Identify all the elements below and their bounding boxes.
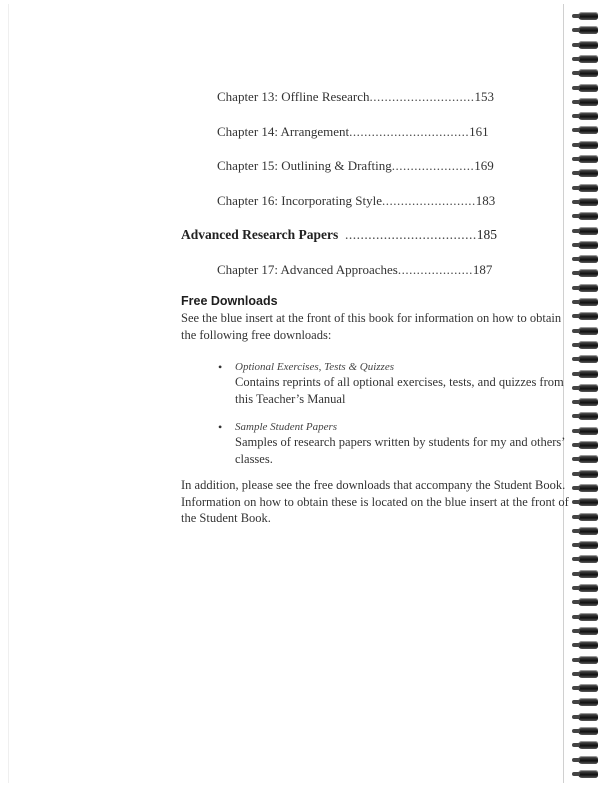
free-downloads-heading: Free Downloads (181, 294, 278, 308)
spiral-coil (578, 770, 598, 778)
toc-title: Chapter 14: Arrangement (217, 124, 350, 139)
toc-section-advanced-research-papers (181, 227, 497, 243)
spiral-coil (578, 169, 598, 177)
spiral-coil (578, 555, 598, 563)
desc-line: this Teacher’s Manual (235, 391, 346, 406)
toc-leader: ...................... (391, 158, 475, 173)
spiral-coil (578, 455, 598, 463)
spiral-coil (578, 298, 598, 306)
spiral-coil (578, 527, 598, 535)
intro-line: See the blue insert at the front of this book for information on how to obtain (181, 311, 562, 325)
bullet-icon: • (218, 360, 223, 374)
download-item-title: Optional Exercises, Tests & Quizzes (235, 361, 394, 373)
spiral-coil (578, 584, 598, 592)
spiral-coil (578, 756, 598, 764)
spiral-coil (578, 26, 598, 34)
spiral-coil (578, 141, 598, 149)
spiral-coil (578, 684, 598, 692)
toc-entry-chapter-17 (217, 262, 492, 278)
spiral-coil (578, 598, 598, 606)
desc-line: Samples of research papers written by students for my and others’ (235, 435, 566, 449)
toc-entry-chapter-13 (217, 89, 494, 105)
spiral-coil (578, 698, 598, 706)
download-item-title: Sample Student Papers (235, 421, 338, 433)
closing-line: Information on how to obtain these is located on the blue insert at the front of (181, 494, 569, 509)
spiral-coil (578, 627, 598, 635)
spiral-coil (578, 55, 598, 63)
toc-page: 185 (476, 227, 497, 242)
spiral-coil (578, 269, 598, 277)
spiral-coil (578, 341, 598, 349)
spiral-coil (578, 126, 598, 134)
spiral-coil (578, 727, 598, 735)
desc-line: classes. (235, 451, 273, 466)
spiral-coil (578, 241, 598, 249)
download-item-description (235, 374, 564, 407)
free-downloads-intro (181, 310, 561, 343)
download-item-description (235, 434, 565, 467)
toc-title: Chapter 15: Outlining & Drafting (217, 158, 392, 173)
spiral-coil (578, 613, 598, 621)
toc-page: 153 (474, 89, 494, 104)
spiral-coil (578, 713, 598, 721)
spiral-coil (578, 355, 598, 363)
toc-leader: .................... (397, 262, 473, 277)
spiral-coil (578, 98, 598, 106)
spiral-coil (578, 427, 598, 435)
spiral-coil (578, 112, 598, 120)
toc-page: 161 (469, 124, 489, 139)
toc-leader: ......................... (382, 193, 476, 208)
toc-title: Chapter 17: Advanced Approaches (217, 262, 398, 277)
desc-line: Contains reprints of all optional exercises, tests, and quizzes from (235, 375, 564, 389)
spiral-coil (578, 184, 598, 192)
toc-title: Chapter 13: Offline Research (217, 89, 370, 104)
intro-line: the following free downloads: (181, 327, 332, 342)
spiral-coil (578, 441, 598, 449)
spiral-coil (578, 412, 598, 420)
spiral-coil (578, 12, 598, 20)
spiral-coil (578, 370, 598, 378)
toc-leader: .................................. (344, 227, 477, 242)
spiral-coil (578, 570, 598, 578)
spiral-coil (578, 641, 598, 649)
closing-paragraph (181, 477, 569, 527)
toc-leader: ................................ (349, 124, 470, 139)
spiral-coil (578, 255, 598, 263)
closing-line: In addition, please see the free downloads that accompany the Student Book. (181, 478, 566, 492)
bullet-icon: • (218, 420, 223, 434)
toc-page: 183 (475, 193, 496, 208)
spiral-coil (578, 384, 598, 392)
spiral-coil (578, 670, 598, 678)
spiral-coil (578, 656, 598, 664)
spiral-coil (578, 498, 598, 506)
spiral-coil (578, 513, 598, 521)
toc-title: Chapter 16: Incorporating Style (217, 193, 382, 208)
spiral-coil (578, 41, 598, 49)
toc-leader: ............................ (369, 89, 475, 104)
toc-entry-chapter-15 (217, 158, 494, 174)
spiral-coil (578, 327, 598, 335)
spiral-coil (578, 284, 598, 292)
spiral-coil (578, 227, 598, 235)
toc-entry-chapter-16 (217, 193, 495, 209)
section-title: Advanced Research Papers (181, 227, 339, 242)
closing-line: the Student Book. (181, 511, 271, 525)
spiral-coil (578, 312, 598, 320)
spiral-coil (578, 541, 598, 549)
spiral-binding (574, 0, 600, 787)
spiral-coil (578, 741, 598, 749)
toc-page: 187 (472, 262, 493, 277)
spiral-coil (578, 484, 598, 492)
toc-page: 169 (474, 158, 494, 173)
spiral-coil (578, 470, 598, 478)
spiral-coil (578, 69, 598, 77)
toc-entry-chapter-14 (217, 124, 489, 140)
spiral-coil (578, 155, 598, 163)
spiral-coil (578, 84, 598, 92)
spiral-coil (578, 398, 598, 406)
spiral-coil (578, 212, 598, 220)
spiral-coil (578, 198, 598, 206)
